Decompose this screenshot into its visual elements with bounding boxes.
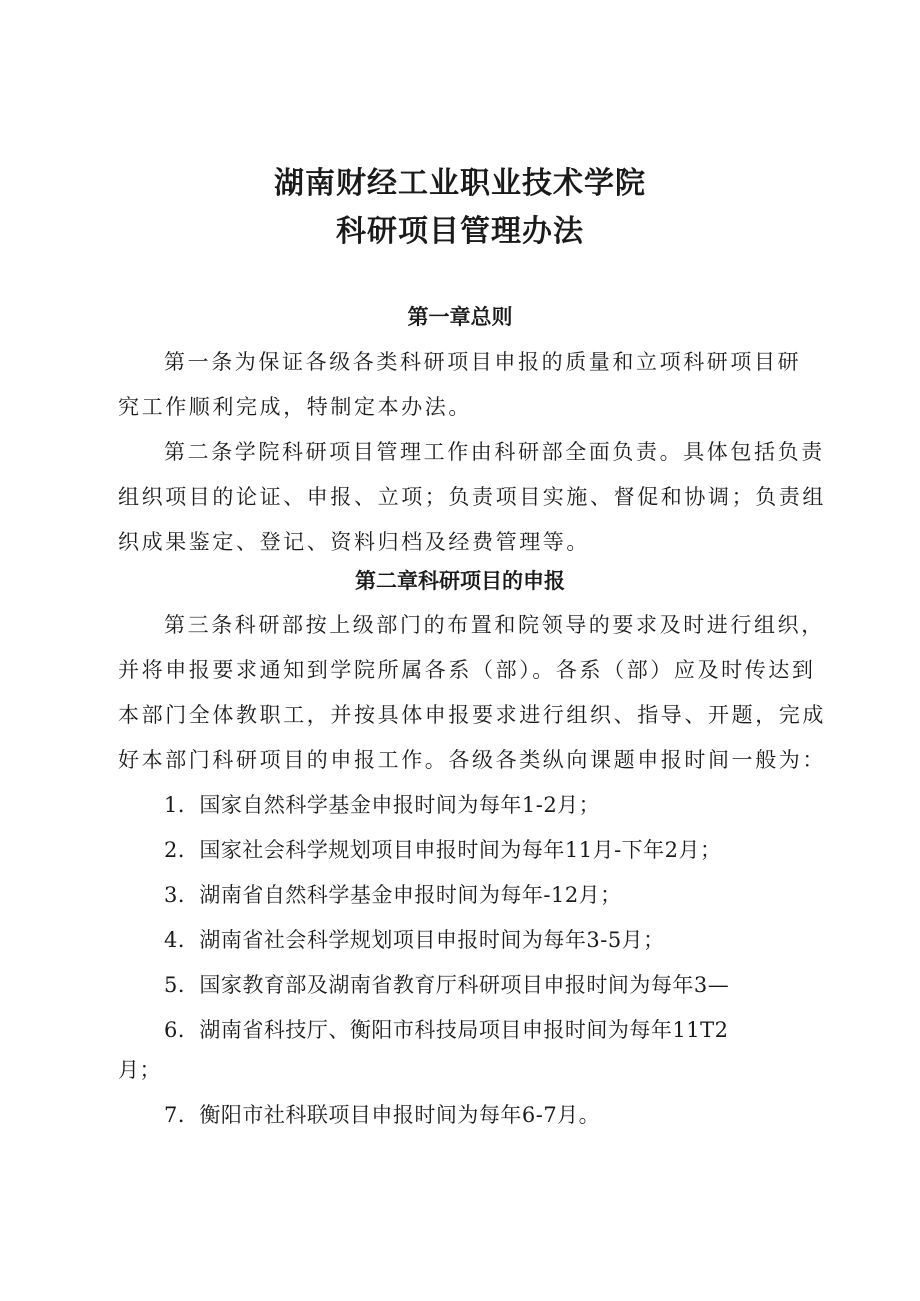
article-3-line-3: 本部门全体教职工，并按具体申报要求进行组织、指导、开题，完成 xyxy=(118,703,826,727)
article-3-line-4: 好本部门科研项目的申报工作。各级各类纵向课题申报时间一般为： xyxy=(118,748,826,772)
document-title-line-1: 湖南财经工业职业技术学院 xyxy=(274,166,646,201)
article-3-line-1: 第三条科研部按上级部门的布置和院领导的要求及时进行组织， xyxy=(164,613,825,637)
list-item: 1．国家自然科学基金申报时间为每年1-2月； xyxy=(164,793,601,817)
list-item: 6．湖南省科技厅、衡阳市科技局项目申报时间为每年11T2 xyxy=(164,1018,729,1042)
list-item: 7．衡阳市社科联项目申报时间为每年6-7月。 xyxy=(164,1103,601,1127)
list-item: 4．湖南省社会科学规划项目申报时间为每年3-5月； xyxy=(164,928,665,952)
chapter-1-heading: 第一章总则 xyxy=(407,305,513,329)
document-title-line-2: 科研项目管理办法 xyxy=(336,214,584,249)
article-1-line-1: 第一条为保证各级各类科研项目申报的质量和立项科研项目研 xyxy=(164,350,802,374)
list-item: 3．湖南省自然科学基金申报时间为每年-12月； xyxy=(164,883,622,907)
list-item: 5．国家教育部及湖南省教育厅科研项目申报时间为每年3— xyxy=(164,973,730,997)
article-1-line-2: 究工作顺利完成，特制定本办法。 xyxy=(118,395,472,419)
list-item: 2．国家社会科学规划项目申报时间为每年11月-下年2月； xyxy=(164,838,722,862)
chapter-2-heading: 第二章科研项目的申报 xyxy=(355,569,565,593)
list-item-continuation: 月； xyxy=(118,1058,161,1082)
article-3-line-2: 并将申报要求通知到学院所属各系（部）。各系（部）应及时传达到 xyxy=(118,658,816,682)
article-2-line-1: 第二条学院科研项目管理工作由科研部全面负责。具体包括负责 xyxy=(164,440,825,464)
article-2-line-3: 织成果鉴定、登记、资料归档及经费管理等。 xyxy=(118,530,590,554)
article-2-line-2: 组织项目的论证、申报、立项；负责项目实施、督促和协调；负责组 xyxy=(118,485,826,509)
